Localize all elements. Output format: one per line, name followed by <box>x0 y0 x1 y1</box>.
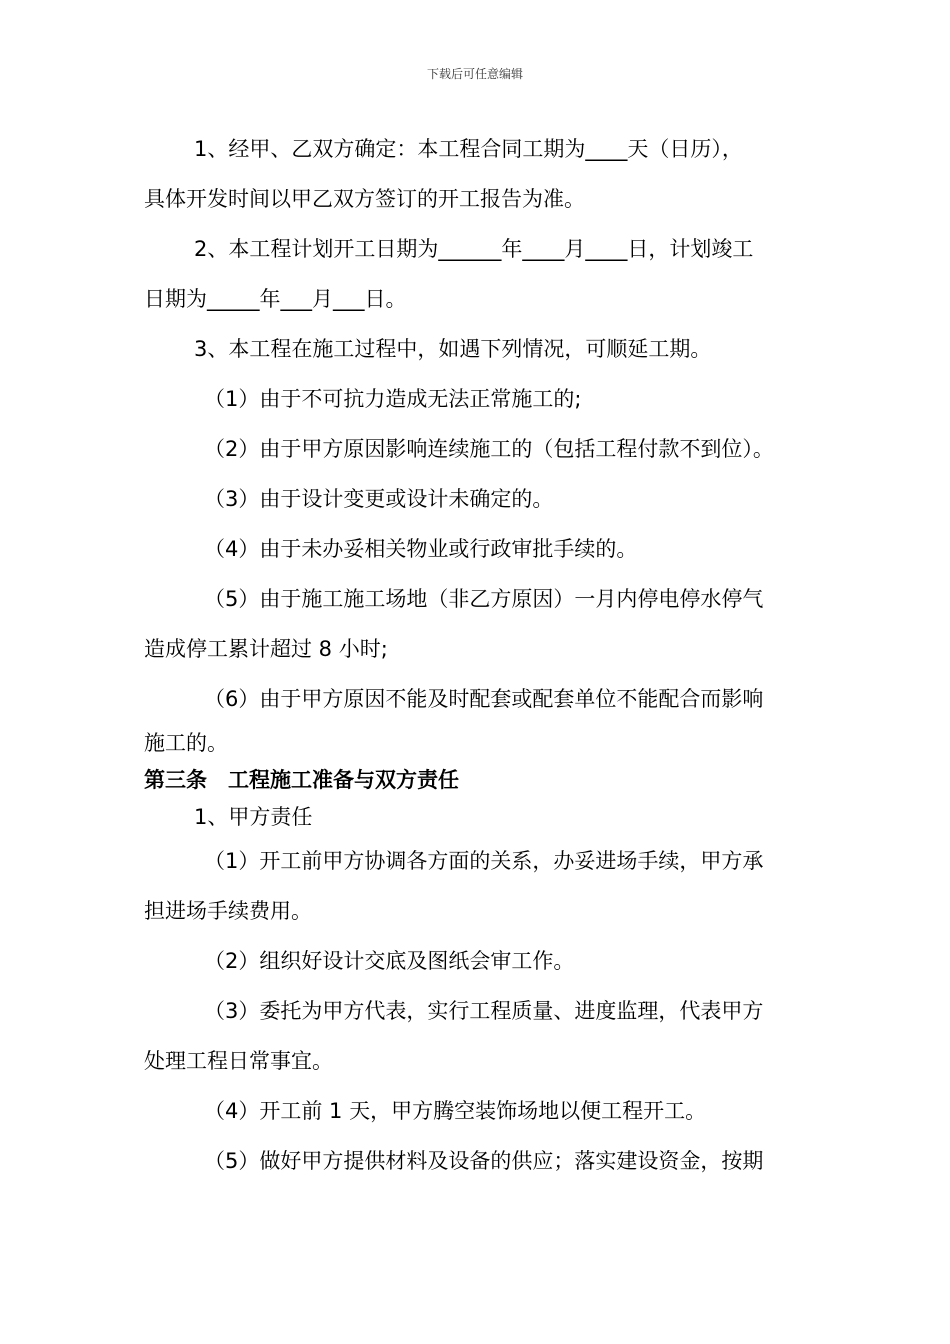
list-item: （2）组织好设计交底及图纸会审工作。 <box>204 949 575 973</box>
list-item-continuation: 造成停工累计超过 8 小时; <box>144 637 388 661</box>
list-item: （3）委托为甲方代表，实行工程质量、进度监理，代表甲方 <box>204 999 764 1023</box>
list-item-continuation: 担进场手续费用。 <box>144 899 312 923</box>
list-item: （1）由于不可抗力造成无法正常施工的; <box>204 387 582 411</box>
list-item-continuation: 施工的。 <box>144 731 228 755</box>
document-body <box>144 124 808 1186</box>
list-item: （5）做好甲方提供材料及设备的供应；落实建设资金，按期 <box>204 1149 764 1173</box>
list-item-continuation: 处理工程日常事宜。 <box>144 1049 333 1073</box>
list-item: （3）由于设计变更或设计未确定的。 <box>204 487 554 511</box>
list-item: （4）开工前 1 天，甲方腾空装饰场地以便工程开工。 <box>204 1099 707 1123</box>
paragraph-line: 3、本工程在施工过程中，如遇下列情况，可顺延工期。 <box>194 337 712 361</box>
list-item: （4）由于未办妥相关物业或行政审批手续的。 <box>204 537 638 561</box>
list-item: （1）开工前甲方协调各方面的关系，办妥进场手续，甲方承 <box>204 849 764 873</box>
paragraph-line: 具体开发时间以甲乙双方签订的开工报告为准。 <box>144 187 585 211</box>
section-heading: 第三条 工程施工准备与双方责任 <box>144 768 459 792</box>
list-item: （5）由于施工施工场地（非乙方原因）一月内停电停水停气 <box>204 587 764 611</box>
subsection-title: 1、甲方责任 <box>194 805 313 829</box>
paragraph-line: 日期为_____年___月___日。 <box>144 287 407 311</box>
list-item: （2）由于甲方原因影响连续施工的（包括工程付款不到位）。 <box>204 437 774 461</box>
list-item: （6）由于甲方原因不能及时配套或配套单位不能配合而影响 <box>204 687 764 711</box>
page-header: 下载后可任意编辑 <box>426 67 523 81</box>
paragraph-line: 1、经甲、乙双方确定：本工程合同工期为____天（日历）， <box>194 137 743 161</box>
paragraph-line: 2、本工程计划开工日期为______年____月____日，计划竣工 <box>194 237 754 261</box>
